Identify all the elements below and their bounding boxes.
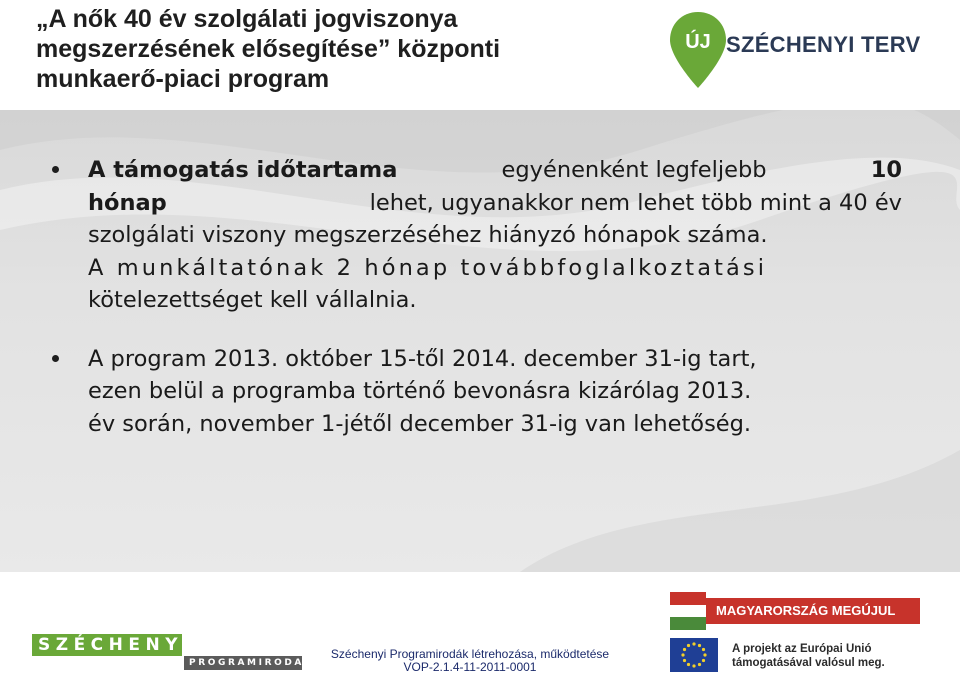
- szechenyi-terv-wordmark: SZÉCHENYI TERV: [726, 32, 921, 57]
- szechenyi-programiroda-logo: [32, 634, 302, 676]
- title-line-1: „A nők 40 év szolgálati jogviszonya: [36, 5, 458, 33]
- programiroda-box: [184, 656, 302, 670]
- uj-label: ÚJ: [685, 31, 711, 53]
- header: [0, 0, 960, 110]
- bold-number: 10: [870, 157, 902, 183]
- map-pin-icon: [668, 10, 728, 90]
- title-line-2: megszerzésének elősegítése” központi: [36, 35, 501, 63]
- bullet-item-duration: [52, 154, 902, 317]
- eu-text-line-1: A projekt az Európai Unió: [732, 643, 872, 655]
- footer: [0, 572, 960, 674]
- bullet-1-line-1: [88, 154, 902, 187]
- text-span: lehet, ugyanakkor nem lehet több mint a 40 év: [369, 189, 902, 216]
- text-span: A munkáltatónak 2 hónap továbbfoglalkoztatási: [88, 254, 768, 281]
- eu-flag-icon: [670, 638, 718, 672]
- bullet-item-program-period: [52, 343, 902, 441]
- magyarorszag-megujul-logo: [670, 592, 920, 630]
- bullet-1-line-2: [88, 187, 902, 220]
- szechenyi-logo-text: SZÉCHENYI: [38, 635, 195, 655]
- footer-line-2: VOP-2.1.4-11-2011-0001: [403, 660, 537, 674]
- bullet-dot: [52, 355, 59, 362]
- text-span: kötelezettséget kell vállalnia.: [88, 287, 417, 313]
- eu-support-logo: [670, 638, 940, 672]
- bold-phrase: A támogatás időtartama: [88, 157, 398, 183]
- hungarian-flag-icon: [670, 592, 706, 630]
- text-span: A program 2013. október 15-től 2014. december 31-ig tart,: [88, 345, 757, 372]
- text-span: év során, november 1-jétől december 31-ig van lehetőség.: [88, 410, 752, 437]
- mm-banner-text: MAGYARORSZÁG MEGÚJUL: [716, 603, 896, 618]
- eu-text-line-2: támogatásával valósul meg.: [732, 657, 885, 669]
- text-span: szolgálati viszony megszerzéséhez hiányzó hónapok száma.: [88, 222, 768, 248]
- slide-title: [36, 4, 636, 94]
- mm-banner: [706, 598, 920, 624]
- bold-phrase: hónap: [88, 189, 167, 216]
- bullet-1-line-3: [88, 219, 902, 252]
- bullet-2-line-1: [88, 343, 902, 376]
- eu-support-text: [732, 642, 885, 670]
- bullet-dot: [52, 166, 59, 173]
- content-panel: [0, 110, 960, 572]
- text-span: ezen belül a programba történő bevonásra kizárólag 2013.: [88, 378, 752, 404]
- footer-line-1: Széchenyi Programirodák létrehozása, működtetése: [330, 647, 610, 661]
- bullet-list: [52, 154, 902, 466]
- szechenyi-box: [32, 634, 195, 656]
- bullet-2-line-2: [88, 375, 902, 408]
- programiroda-logo-text: PROGRAMIRODA: [189, 658, 304, 668]
- title-line-3: munkaerő-piaci program: [36, 65, 330, 93]
- bullet-1-line-4: [88, 252, 902, 285]
- footer-project-info: [300, 648, 640, 674]
- bullet-1-line-5: [88, 284, 902, 317]
- bullet-2-line-3: [88, 408, 902, 441]
- text-span: egyénenként legfeljebb: [501, 157, 767, 183]
